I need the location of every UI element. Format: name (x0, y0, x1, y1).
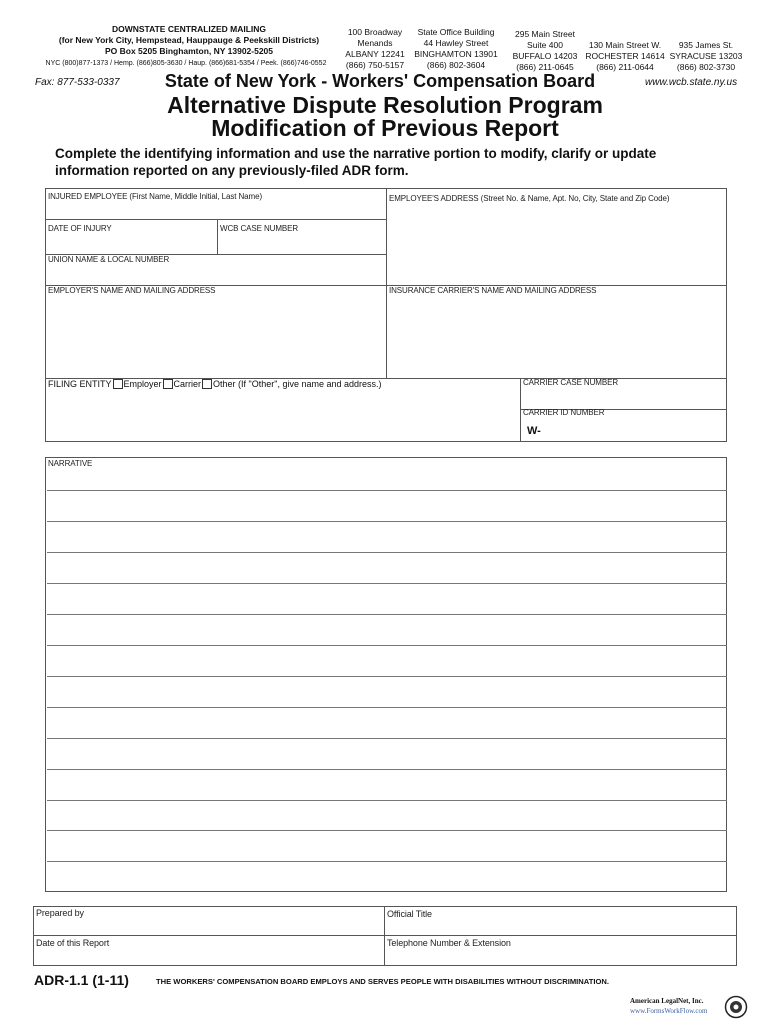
other-option-label: Other (If "Other", give name and address.) (213, 379, 382, 389)
wcb-divider (217, 219, 218, 254)
agency-name: State of New York - Workers' Compensation Board (164, 71, 596, 91)
form-subtitle: Modification of Previous Report (211, 115, 559, 141)
row-divider (45, 219, 386, 220)
narrative-line[interactable] (47, 645, 727, 677)
publisher-name: American LegalNet, Inc. (630, 997, 704, 1005)
narrative-line[interactable] (47, 830, 727, 862)
office-line: 44 Hawley Street (423, 38, 489, 48)
injured-employee-field[interactable]: INJURED EMPLOYEE (First Name, Middle Initial, Last Name) (48, 192, 263, 201)
office-line: 295 Main Street (514, 29, 575, 39)
office-line: 100 Broadway (347, 27, 403, 37)
downstate-line2: (for New York City, Hempstead, Hauppauge & Peekskill Districts) (58, 35, 320, 45)
narrative-line[interactable] (47, 552, 727, 584)
employer-name-field[interactable]: EMPLOYER'S NAME AND MAILING ADDRESS (48, 286, 216, 295)
union-name-field[interactable]: UNION NAME & LOCAL NUMBER (48, 255, 170, 264)
insurance-carrier-field[interactable]: INSURANCE CARRIER'S NAME AND MAILING ADDRESS (389, 286, 597, 295)
carrier-option-label: Carrier (173, 379, 202, 389)
signature-divider (384, 906, 385, 966)
date-of-injury-field[interactable]: DATE OF INJURY (48, 224, 112, 233)
office-line: BINGHAMTON 13901 (414, 49, 498, 59)
publisher-logo (628, 995, 748, 1021)
fax-number: Fax: 877-533-0337 (35, 77, 120, 88)
carrier-column-divider (520, 378, 521, 442)
narrative-line[interactable] (47, 738, 727, 770)
office-line: SYRACUSE 13203 (669, 51, 743, 61)
other-checkbox[interactable] (202, 379, 212, 389)
office-line: Menands (357, 38, 393, 48)
column-divider (386, 188, 387, 378)
publisher-url: www.FormsWorkFlow.com (630, 1007, 708, 1015)
filing-entity-row (48, 379, 382, 389)
telephone-field[interactable]: Telephone Number & Extension (387, 938, 511, 948)
narrative-line[interactable] (47, 521, 727, 553)
office-line: BUFFALO 14203 (512, 51, 578, 61)
official-title-field[interactable]: Official Title (387, 909, 432, 919)
downstate-line3: PO Box 5205 Binghamton, NY 13902-5205 (104, 46, 274, 56)
employer-checkbox[interactable] (113, 379, 123, 389)
non-discrimination-notice: THE WORKERS' COMPENSATION BOARD EMPLOYS AND SERVES PEOPLE WITH DISABILITIES WITHOUT DISCRIMINATION. (156, 977, 609, 986)
publisher-seal-icon (724, 995, 748, 1019)
signature-row-divider (33, 935, 737, 936)
instructions-line2: information reported on any previously-filed ADR form. (55, 163, 409, 178)
office-line: Suite 400 (527, 40, 563, 50)
narrative-line[interactable] (47, 707, 727, 739)
carrier-checkbox[interactable] (163, 379, 173, 389)
office-line: (866) 211-0645 (516, 62, 574, 72)
narrative-line[interactable] (47, 800, 727, 832)
carrier-case-number-field[interactable]: CARRIER CASE NUMBER (523, 378, 619, 387)
filing-entity-label: FILING ENTITY (48, 379, 112, 389)
office-line: ALBANY 12241 (345, 49, 405, 59)
employee-address-field[interactable]: EMPLOYEE'S ADDRESS (Street No. & Name, Apt. No, City, State and Zip Code) (389, 194, 670, 203)
date-of-report-field[interactable]: Date of this Report (36, 938, 110, 948)
office-line: ROCHESTER 14614 (585, 51, 665, 61)
form-id: ADR-1.1 (1-11) (34, 972, 129, 988)
tick-mark (367, 254, 386, 255)
office-line: (866) 211-0644 (596, 62, 654, 72)
employer-option-label: Employer (123, 379, 162, 389)
carrier-id-prefix: W- (527, 425, 541, 437)
narrative-line[interactable] (47, 490, 727, 522)
office-line: (866) 802-3730 (676, 62, 736, 72)
downstate-phones: NYC (800)877-1373 / Hemp. (866)805-3630 / Haup. (866)681-5354 / Peek. (866)746-0552 (45, 60, 327, 67)
carrier-id-number-field[interactable]: CARRIER ID NUMBER (523, 408, 605, 417)
narrative-line[interactable] (47, 769, 727, 801)
prepared-by-field[interactable]: Prepared by (36, 908, 84, 918)
office-line: 935 James St. (678, 40, 734, 50)
form-title: Alternative Dispute Resolution Program (167, 92, 603, 118)
narrative-line[interactable] (47, 861, 727, 893)
office-line: (866) 802-3604 (426, 60, 486, 70)
downstate-line1: DOWNSTATE CENTRALIZED MAILING (111, 24, 267, 34)
narrative-line[interactable] (47, 583, 727, 615)
instructions-line1: Complete the identifying information and use the narrative portion to modify, clarify or update (55, 146, 657, 161)
office-line: State Office Building (417, 27, 495, 37)
narrative-line[interactable] (47, 614, 727, 646)
narrative-label: NARRATIVE (48, 459, 93, 468)
signature-border (33, 906, 737, 966)
narrative-line[interactable] (47, 676, 727, 708)
office-line: (866) 750-5157 (345, 60, 405, 70)
website-link: www.wcb.state.ny.us (645, 77, 738, 88)
wcb-case-number-field[interactable]: WCB CASE NUMBER (220, 224, 299, 233)
office-line: 130 Main Street W. (588, 40, 662, 50)
